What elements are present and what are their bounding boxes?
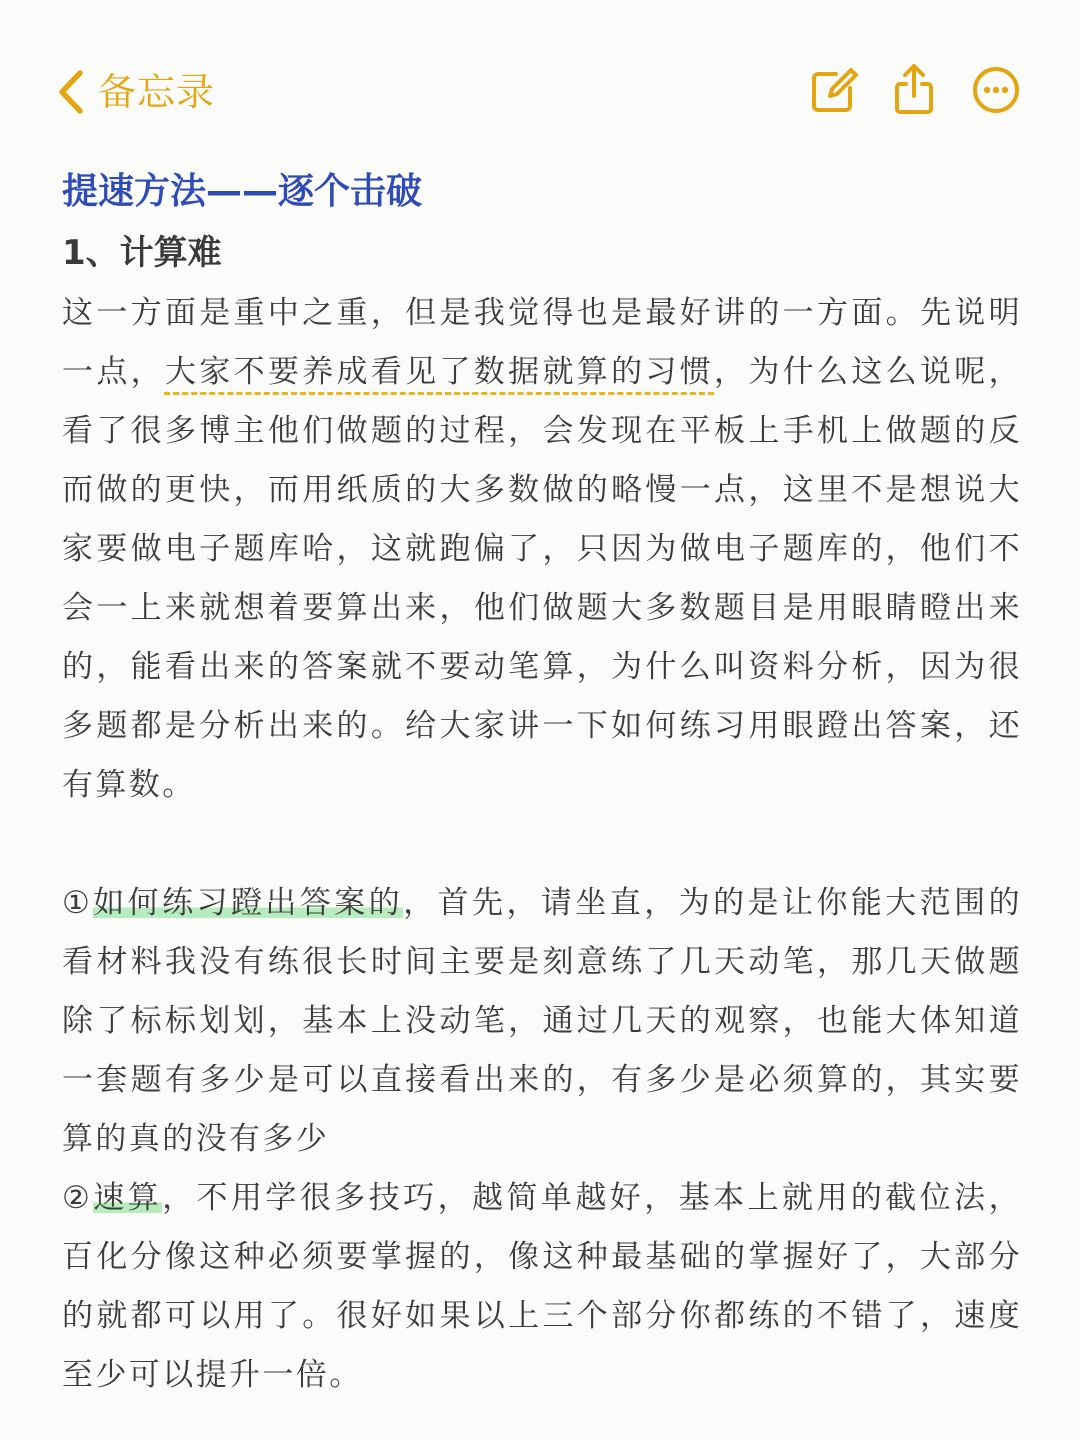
list-marker: ②	[62, 1180, 94, 1216]
paragraph-calculation	[62, 284, 1022, 815]
back-button[interactable]	[56, 64, 215, 120]
compose-icon	[806, 62, 862, 118]
paragraph-text: ，不用学很多技巧，越简单越好，基本上就用的截位法，百化分像这种必须要掌握的，像这种最基础的掌握好了，大部分的就都可以用了。很好如果以上三个部分你都练的不错了，速度至少可以提升一倍。	[62, 1180, 1022, 1393]
paragraph-text: ，为什么这么说呢，看了很多博主他们做题的过程，会发现在平板上手机上做题的反而做的更快，而用纸质的大多数做的略慢一点，这里不是想说大家要做电子题库哈，这就跑偏了，只因为做电子题库的，他们不会一上来就想着要算出来，他们做题大多数题目是用眼睛瞪出来的，能看出来的答案就不要动笔算，为什么叫资料分析，因为很多题都是分析出来的。给大家讲一下如何练习用眼蹬出答案，还有算数。	[62, 354, 1022, 803]
compose-button[interactable]	[806, 62, 862, 118]
paragraph-speed-calc	[62, 1169, 1022, 1405]
chevron-left-icon	[56, 69, 86, 115]
more-icon	[968, 62, 1024, 118]
back-label: 备忘录	[98, 70, 216, 114]
blank-line	[62, 815, 1022, 874]
share-icon	[886, 62, 942, 118]
section-title: 1、计算难	[62, 233, 222, 273]
note-title: 提速方法——逐个击破	[62, 171, 423, 212]
share-button[interactable]	[886, 62, 942, 118]
list-marker: ①	[62, 885, 94, 921]
navigation-bar	[0, 0, 1080, 150]
more-button[interactable]	[968, 62, 1024, 118]
highlighted-text: 速算	[93, 1180, 163, 1216]
note-body[interactable]	[62, 162, 1022, 1405]
paragraph-text: 这一方面是重中之重，但是我觉得也是最好讲的一方面。先说明一点，	[62, 295, 1022, 390]
paragraph-practice	[62, 874, 1022, 1169]
dashed-underline-text: 大家不要养成看见了数据就算的习惯	[164, 354, 715, 390]
highlighted-text: 如何练习蹬出答案的	[93, 885, 404, 921]
paragraph-text: ，首先，请坐直，为的是让你能大范围的看材料我没有练很长时间主要是刻意练了几天动笔，那几天做题除了标标划划，基本上没动笔，通过几天的观察，也能大体知道一套题有多少是可以直接看出来的，有多少是必须算的，其实要算的真的没有多少	[62, 885, 1022, 1157]
